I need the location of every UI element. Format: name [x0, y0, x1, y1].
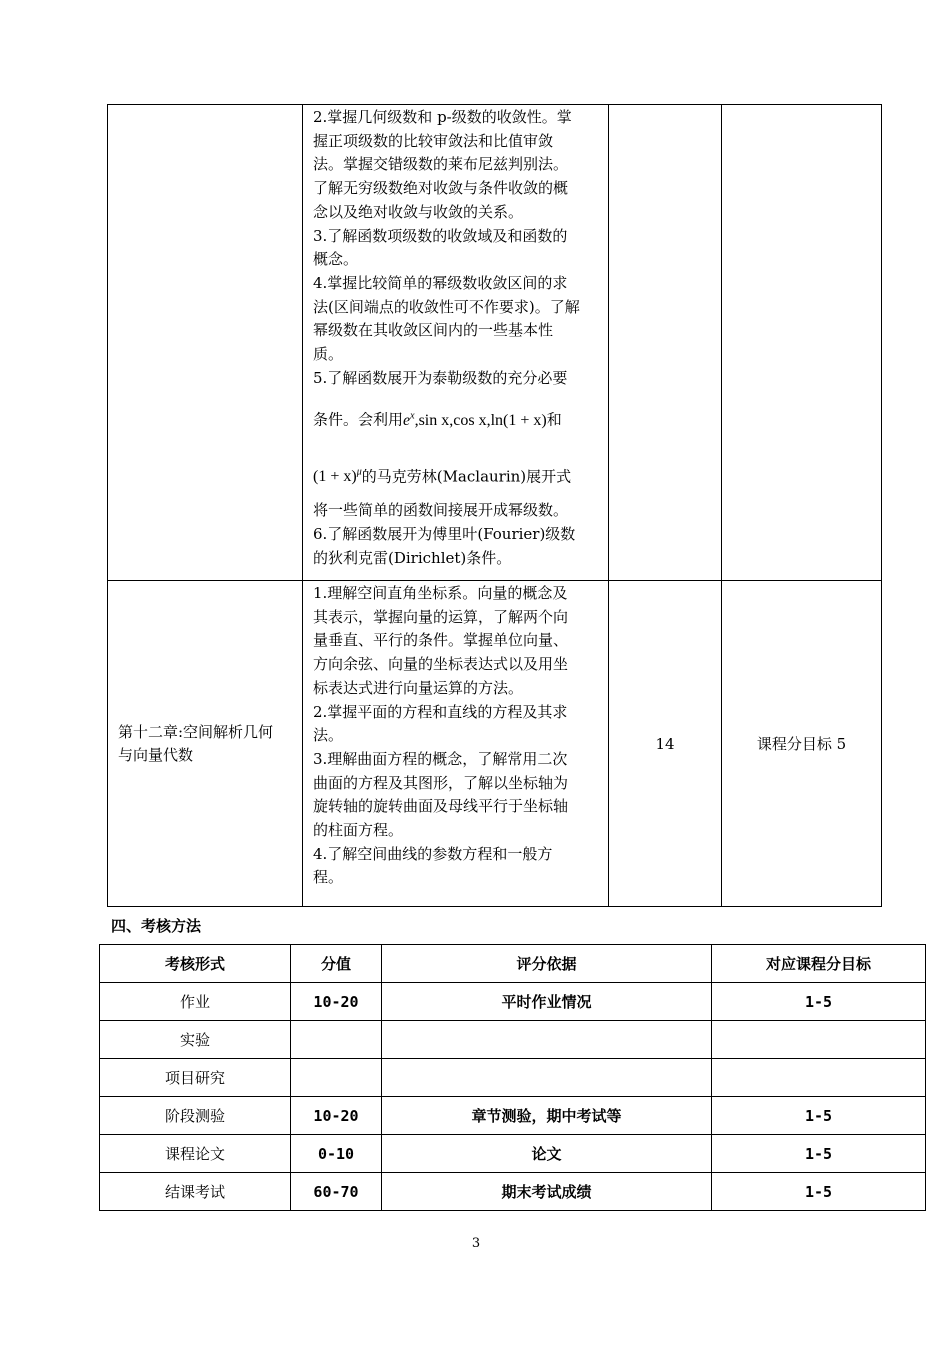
score-cell — [291, 1059, 382, 1097]
goal-cell — [712, 1059, 926, 1097]
content-line: 4.了解空间曲线的参数方程和一般方 — [313, 844, 553, 863]
formula-line: $(1 + x)^\mu$的马克劳林(Maclaurin)展开式 — [313, 466, 572, 486]
score-cell — [291, 1021, 382, 1059]
form-cell: 结课考试 — [100, 1173, 291, 1211]
score-cell: 10-20 — [291, 1097, 382, 1135]
content-line: 其表示，掌握向量的运算，了解两个向 — [313, 607, 569, 626]
table-row — [100, 1173, 926, 1211]
score-cell: 0-10 — [291, 1135, 382, 1173]
score-cell: 60-70 — [291, 1173, 382, 1211]
content-line: 握正项级数的比较审敛法和比值审敛 — [313, 131, 554, 150]
content-line: 标表达式进行向量运算的方法。 — [313, 678, 524, 697]
table-row — [108, 581, 882, 907]
content-line: 2.掌握平面的方程和直线的方程及其求 — [313, 702, 568, 721]
goal-cell: 1-5 — [712, 1173, 926, 1211]
content-line: 4.掌握比较简单的幂级数收敛区间的求 — [313, 273, 568, 292]
content-line: 法(区间端点的收敛性可不作要求)。了解 — [313, 297, 580, 316]
chapter-title: 第十二章:空间解析几何 与向量代数 — [118, 722, 274, 764]
table-row — [100, 1021, 926, 1059]
goal-cell: 1-5 — [712, 983, 926, 1021]
content-line: 3.了解函数项级数的收敛域及和函数的 — [313, 226, 568, 245]
hours-value: 14 — [609, 581, 722, 907]
content-line: 的狄利克雷(Dirichlet)条件。 — [313, 548, 512, 567]
math-formula: $(1 + x)^\mu$ — [313, 466, 362, 486]
chapter-cell — [108, 105, 303, 581]
form-cell: 阶段测验 — [100, 1097, 291, 1135]
content-line: 了解无穷级数绝对收敛与条件收敛的概 — [313, 179, 569, 198]
column-header: 考核形式 — [100, 945, 291, 983]
column-header: 对应课程分目标 — [712, 945, 926, 983]
column-header: 评分依据 — [382, 945, 712, 983]
goal-cell: 1-5 — [712, 1135, 926, 1173]
content-cell — [303, 581, 609, 907]
table-row — [100, 1135, 926, 1173]
goal-cell: 1-5 — [712, 1097, 926, 1135]
content-line: 2.掌握几何级数和 p-级数的收敛性。掌 — [313, 108, 572, 126]
goal-cell — [712, 1021, 926, 1059]
content-line: 的柱面方程。 — [313, 821, 404, 840]
basis-cell — [382, 1021, 712, 1059]
content-cell — [303, 105, 609, 581]
content-line: 法。掌握交错级数的莱布尼兹判别法。 — [313, 155, 569, 174]
content-line: 1.理解空间直角坐标系。向量的概念及 — [313, 584, 568, 602]
section-title: 四、考核方法 — [111, 917, 202, 935]
content-text — [303, 581, 608, 890]
basis-cell: 论文 — [382, 1135, 712, 1173]
page-number: 3 — [471, 1236, 481, 1251]
hours-cell — [609, 105, 722, 581]
basis-cell: 平时作业情况 — [382, 983, 712, 1021]
table-row — [100, 983, 926, 1021]
content-line: 5.了解函数展开为泰勒级数的充分必要 — [313, 368, 568, 387]
table-row — [100, 1097, 926, 1135]
syllabus-table — [107, 104, 882, 907]
table-row — [100, 1059, 926, 1097]
form-cell: 课程论文 — [100, 1135, 291, 1173]
content-line: 程。 — [313, 868, 344, 887]
content-line: 将一些简单的函数间接展开成幂级数。 — [313, 501, 569, 520]
goal-value: 课程分目标 5 — [722, 581, 882, 907]
score-cell: 10-20 — [291, 983, 382, 1021]
column-header: 分值 — [291, 945, 382, 983]
basis-cell: 期末考试成绩 — [382, 1173, 712, 1211]
content-line: 念以及绝对收敛与收敛的关系。 — [313, 202, 524, 221]
goal-cell — [722, 105, 882, 581]
assessment-table — [99, 944, 926, 1211]
table-row — [108, 105, 882, 581]
content-line: 曲面的方程及其图形，了解以坐标轴为 — [313, 773, 569, 792]
content-line: 概念。 — [313, 250, 359, 269]
content-line: 法。 — [313, 726, 344, 745]
basis-cell — [382, 1059, 712, 1097]
form-cell: 作业 — [100, 983, 291, 1021]
basis-cell: 章节测验，期中考试等 — [382, 1097, 712, 1135]
content-line: 6.了解函数展开为傅里叶(Fourier)级数 — [313, 524, 576, 543]
content-line: 量垂直、平行的条件。掌握单位向量、 — [313, 631, 569, 650]
form-cell: 项目研究 — [100, 1059, 291, 1097]
chapter-cell — [108, 581, 303, 907]
form-cell: 实验 — [100, 1021, 291, 1059]
content-line: 幂级数在其收敛区间内的一些基本性 — [313, 321, 554, 340]
content-line: 旋转轴的旋转曲面及母线平行于坐标轴 — [313, 797, 569, 816]
formula-line: 条件。会利用$e^x,\sin$ x,cos x,ln(1 + x)和 — [313, 410, 562, 429]
header-row — [100, 945, 926, 983]
math-formula: $e^x,\sin$ x,cos x,ln(1 + x) — [403, 410, 547, 429]
content-line: 质。 — [313, 345, 344, 364]
content-line: 3.理解曲面方程的概念，了解常用二次 — [313, 749, 568, 768]
content-line: 方向余弦、向量的坐标表达式以及用坐 — [313, 655, 569, 674]
content-text — [303, 105, 608, 570]
